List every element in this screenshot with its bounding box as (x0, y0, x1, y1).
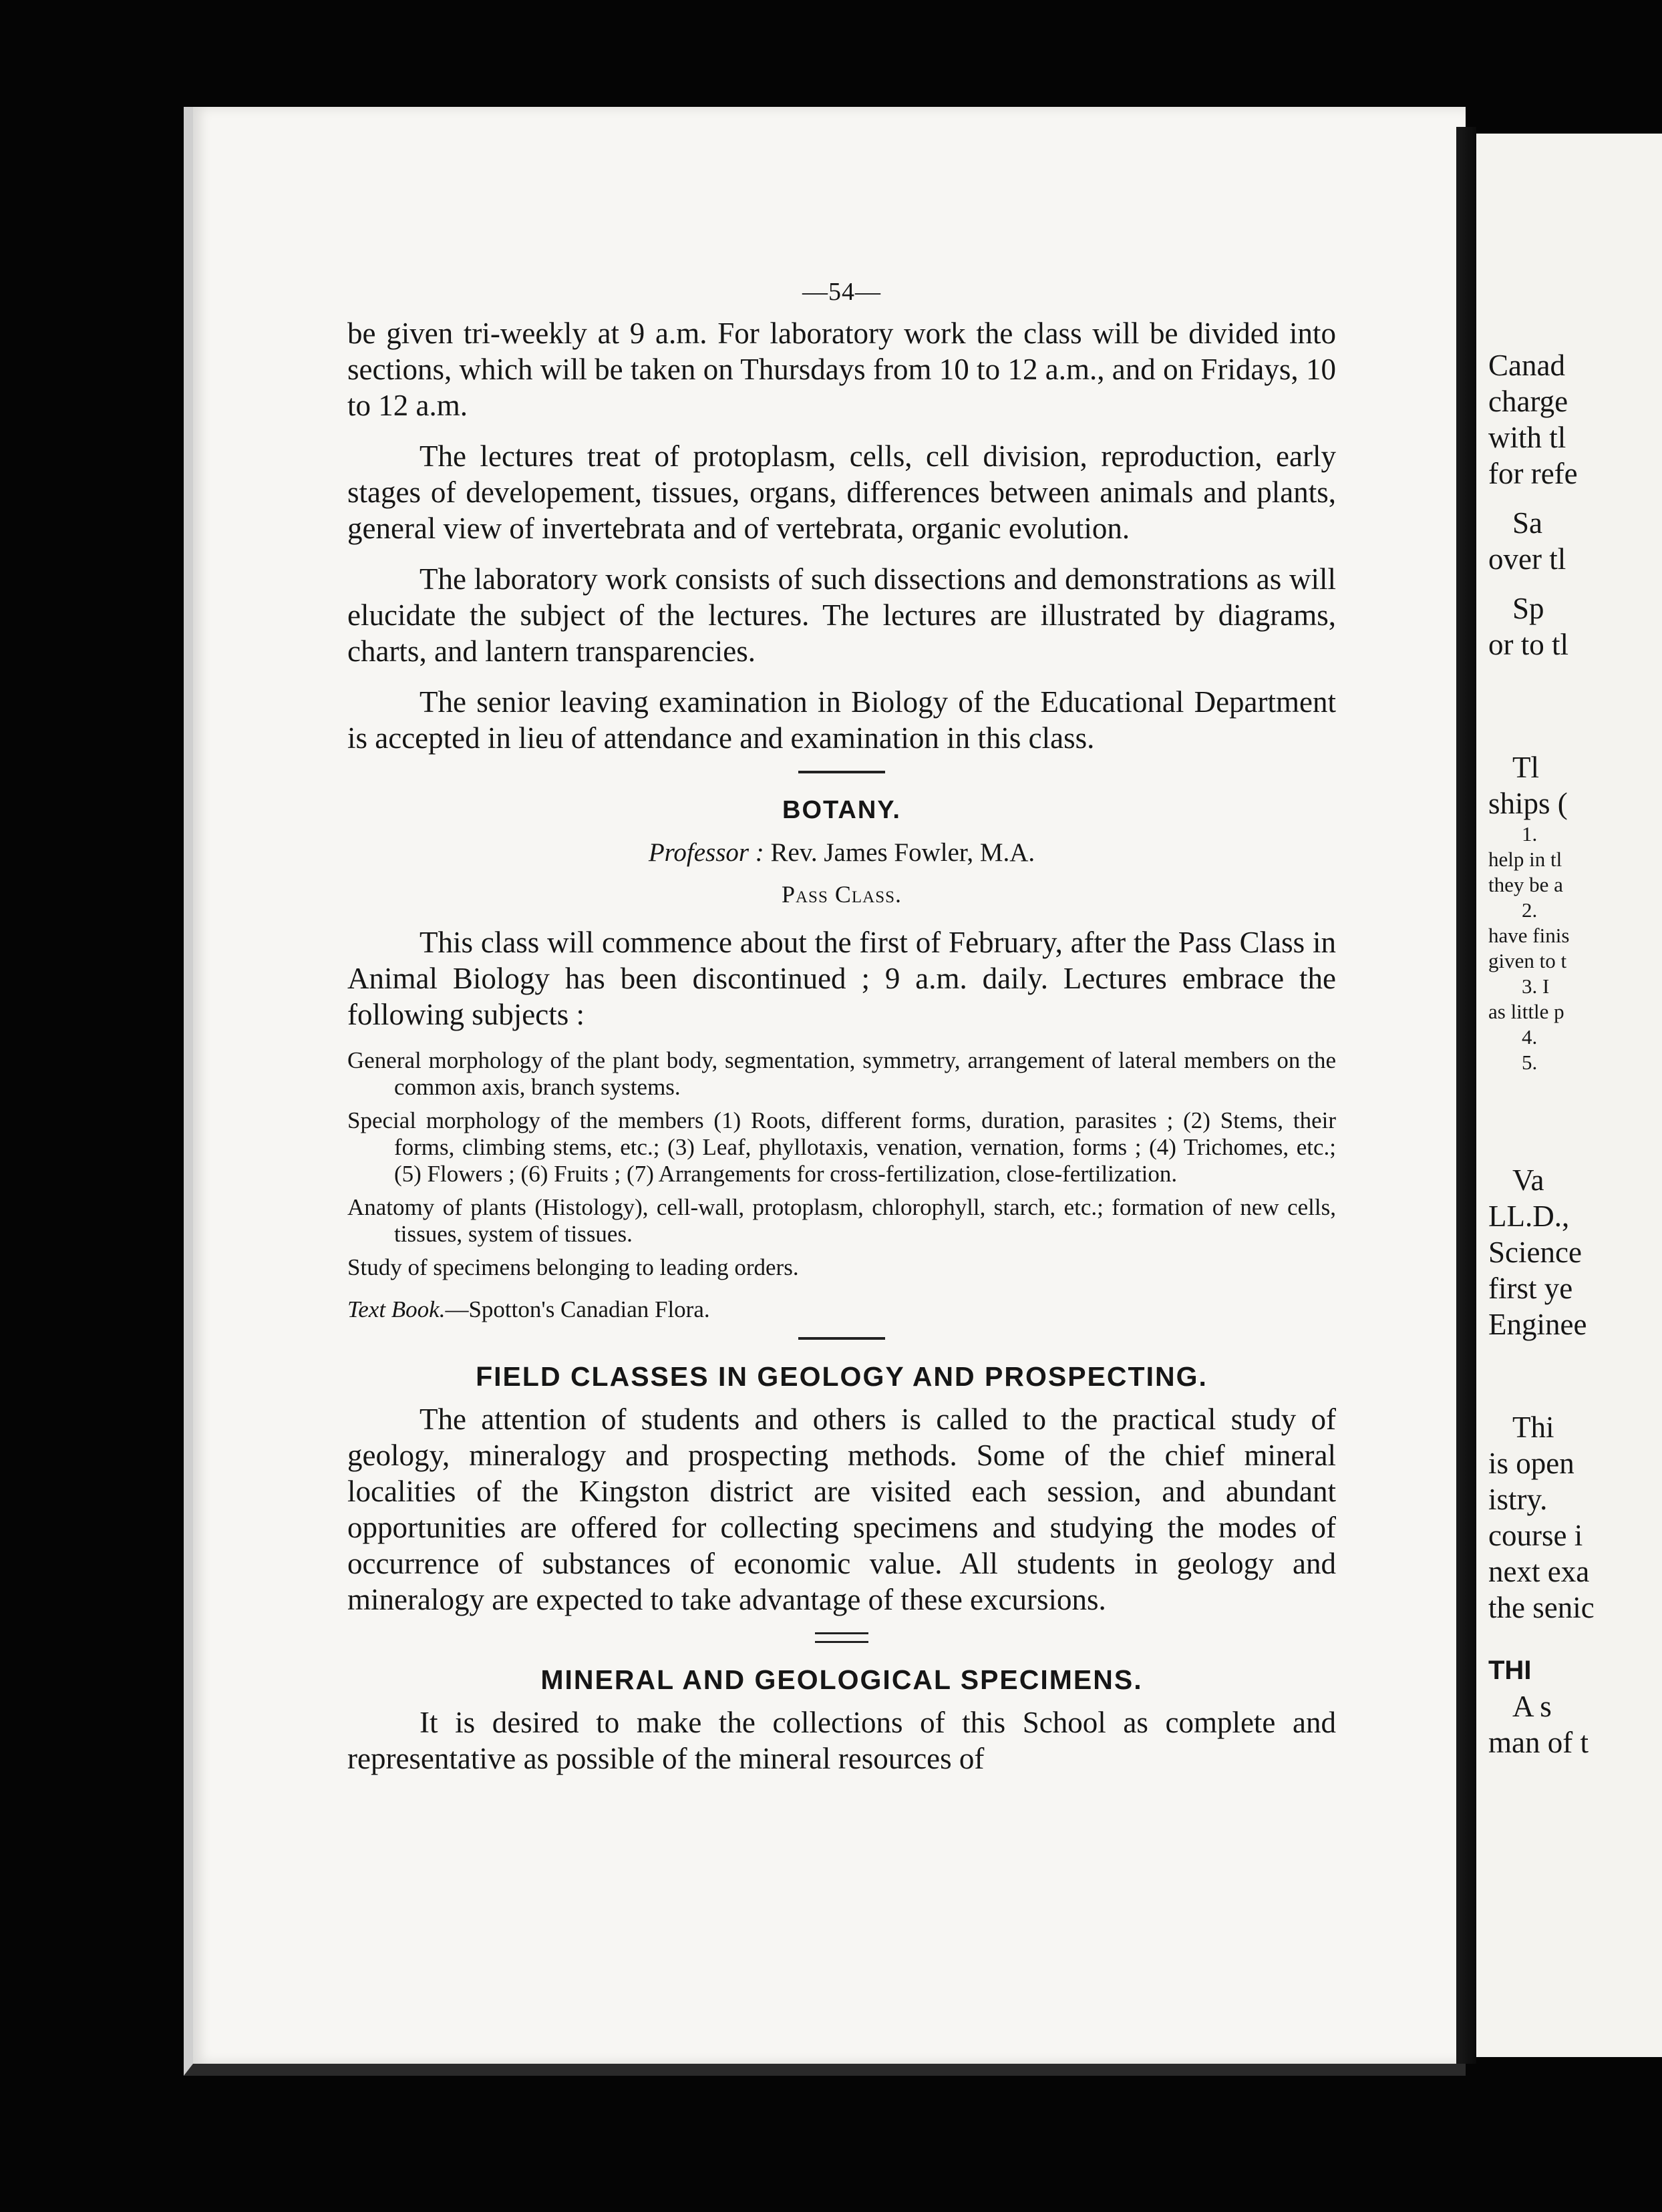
fragment-line: Sp (1512, 592, 1544, 625)
professor-name: Rev. James Fowler, M.A. (770, 838, 1035, 867)
mineral-heading: MINERAL AND GEOLOGICAL SPECIMENS. (540, 1664, 1143, 1695)
fragment-line: Canad (1488, 349, 1565, 382)
fragment-line: for refe (1488, 457, 1578, 490)
biology-paragraph-schedule: be given tri-weekly at 9 a.m. For laboratory work the class will be divided into sections, which will be taken on Thursdays from 10 to 12 a.m., and on Fridays, 10 to 12 a.m. (347, 317, 1336, 422)
fragment-line: over tl (1488, 542, 1566, 576)
fragment-line: Tl (1512, 751, 1539, 784)
fragment-small-line: they be a (1488, 873, 1563, 896)
biology-paragraph-examination: The senior leaving examination in Biology of the Educational Department is accepted in lieu of attendance and examination in this class. (347, 685, 1336, 755)
book-gutter (1456, 127, 1476, 2064)
fragment-line: Science (1488, 1236, 1582, 1269)
biology-paragraph-laboratory: The laboratory work consists of such dissections and demonstrations as will elucidate the subject of the lectures. The lectures are illustrated by diagrams, charts, and lantern transparencies. (347, 562, 1336, 668)
section-divider (798, 1337, 885, 1340)
fragment-line: ships ( (1488, 787, 1568, 820)
botany-class-name: Pass Class. (781, 881, 902, 908)
fragment-small-line: 3. I (1522, 974, 1550, 998)
fragment-line: is open (1488, 1447, 1574, 1480)
fragment-line: Enginee (1488, 1308, 1587, 1341)
section-divider (798, 771, 885, 773)
fragment-line: Thi (1512, 1411, 1554, 1444)
right-page-edge (1476, 134, 1662, 2057)
fragment-line: the senic (1488, 1591, 1595, 1624)
fragment-small-line: 1. (1522, 822, 1538, 846)
fragment-small-line: have finis (1488, 924, 1570, 947)
fragment-line: LL.D., (1488, 1200, 1570, 1233)
fragment-line: next exa (1488, 1555, 1590, 1588)
fragment-line: A s (1512, 1690, 1552, 1723)
field-classes-paragraph: The attention of students and others is called to the practical study of geology, mineralogy and prospecting methods. Some of the chief mineral localities of the Kingston district are visited each session, and abundant opportunities are offered for collecting specimens and studying the modes of occurrence of substances of economic value. All students in geology and mineralogy are expected to take advantage of these excursions. (347, 1403, 1336, 1616)
right-page-fragments (1488, 347, 1662, 1761)
botany-subject-item: Anatomy of plants (Histology), cell-wall, protoplasm, chlorophyll, starch, etc.; formation of new cells, tissues, system of tissues. (347, 1194, 1336, 1247)
biology-paragraph-lectures: The lectures treat of protoplasm, cells, cell division, reproduction, early stages of developement, tissues, organs, differences between animals and plants, general view of invertebrata and of vertebrata, organic evolution. (347, 439, 1336, 545)
fragment-small-line: help in tl (1488, 848, 1562, 871)
botany-subject-item: General morphology of the plant body, segmentation, symmetry, arrangement of lateral members on the common axis, branch systems. (347, 1047, 1336, 1100)
mineral-paragraph: It is desired to make the collections of this School as complete and representative as possible of the mineral resources of (347, 1706, 1336, 1775)
textbook-value: —Spotton's Canadian Flora. (445, 1296, 710, 1322)
botany-textbook (347, 1296, 1336, 1324)
fragment-heading: THI (1488, 1656, 1532, 1685)
fragment-line: Va (1512, 1163, 1544, 1197)
fragment-small-line: as little p (1488, 1000, 1564, 1023)
fragment-line: istry. (1488, 1483, 1548, 1516)
fragment-line: Sa (1512, 506, 1542, 540)
fragment-line: with tl (1488, 421, 1566, 454)
fragment-line: charge (1488, 385, 1568, 418)
fragment-small-line: 4. (1522, 1025, 1538, 1049)
botany-subject-item: Special morphology of the members (1) Roots, different forms, duration, parasites ; (2) Stems, their forms, climbing stems, etc.; (3) Leaf, phyllotaxis, venation, vernation, forms ; (4) Trichomes, etc.; (5) Flowers ; (6) Fruits ; (7) Arrangements for cross-fertilization, close-fertilization. (347, 1107, 1336, 1187)
page-number: —54— (802, 278, 881, 306)
botany-professor-line (347, 835, 1336, 871)
botany-heading: BOTANY. (782, 796, 901, 824)
fragment-small-line: given to t (1488, 949, 1567, 972)
field-classes-heading: FIELD CLASSES IN GEOLOGY AND PROSPECTING. (476, 1361, 1208, 1392)
botany-subject-list (347, 1047, 1336, 1281)
fragment-line: or to tl (1488, 628, 1568, 661)
fragment-line: man of t (1488, 1726, 1589, 1759)
left-page-text-column (347, 274, 1336, 1791)
textbook-label: Text Book. (347, 1296, 446, 1322)
fragment-small-line: 5. (1522, 1051, 1538, 1074)
botany-subject-item: Study of specimens belonging to leading orders. (347, 1254, 799, 1280)
fragment-line: course i (1488, 1519, 1583, 1552)
fragment-small-line: 2. (1522, 898, 1538, 922)
professor-label: Professor : (648, 838, 764, 867)
fragment-line: first ye (1488, 1272, 1573, 1305)
section-divider-double (815, 1632, 868, 1643)
botany-intro: This class will commence about the first of February, after the Pass Class in Animal Biology has been discontinued ; 9 a.m. daily. Lectures embrace the following subjects : (347, 926, 1336, 1031)
